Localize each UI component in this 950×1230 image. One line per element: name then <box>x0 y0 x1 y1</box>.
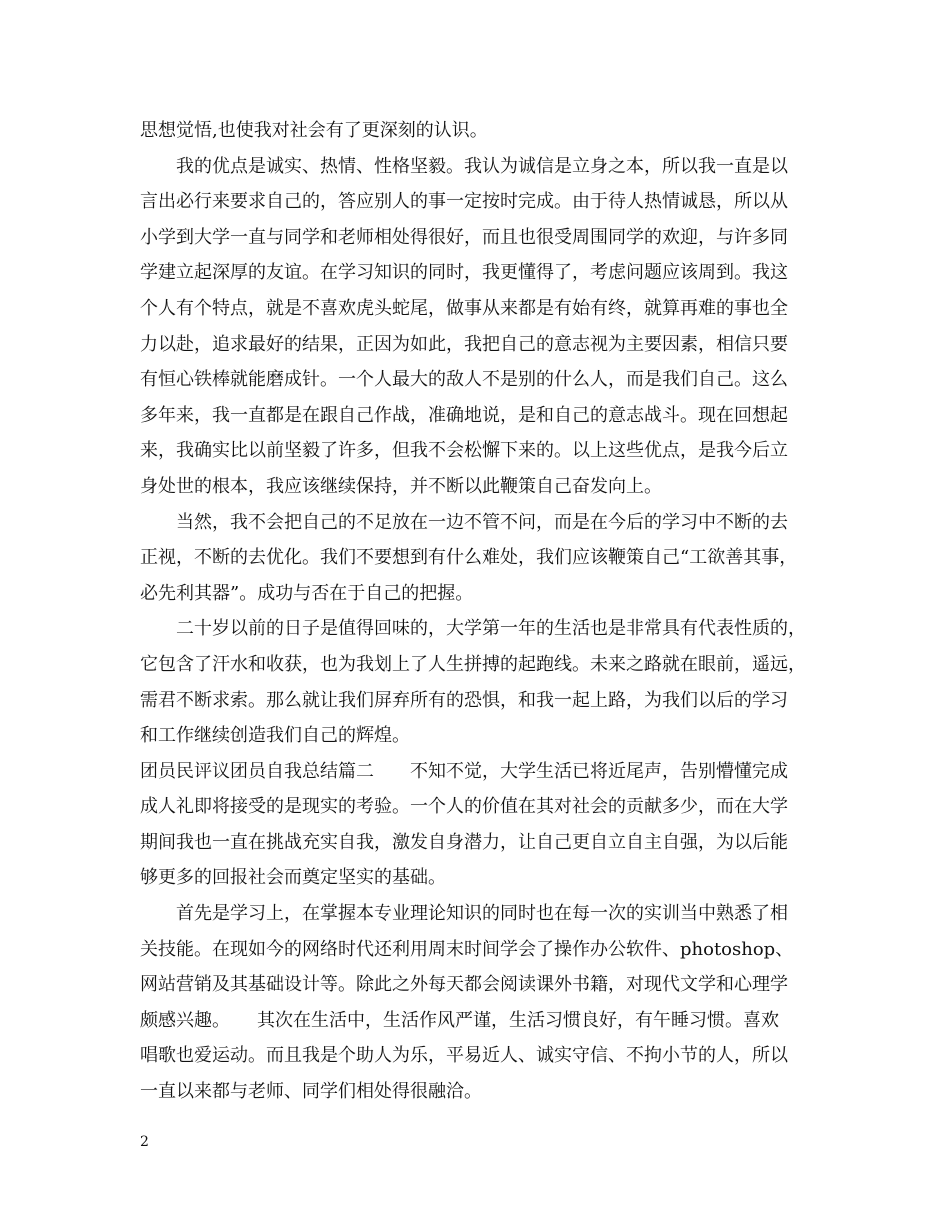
text-line: 团员民评议团员自我总结篇二 不知不觉，大学生活已将近尾声，告别懵懂完成 <box>140 760 788 782</box>
text-line: 思想觉悟,也使我对社会有了更深刻的认识。 <box>140 120 488 141</box>
text-line: 二十岁以前的日子是值得回味的，大学第一年的生活也是非常具有代表性质的， <box>176 618 806 640</box>
text-line: 首先是学习上，在掌握本专业理论知识的同时也在每一次的实训当中熟悉了相 <box>176 903 788 925</box>
text-line: 小学到大学一直与同学和老师相处得很好，而且也很受周围同学的欢迎，与许多同 <box>140 226 788 248</box>
text-line: 我的优点是诚实、热情、性格坚毅。我认为诚信是立身之本，所以我一直是以 <box>176 155 788 177</box>
text-line: 关技能。在现如今的网络时代还利用周末时间学会了操作办公软件、photoshop、 <box>140 938 794 960</box>
text-line: 唱歌也爱运动。而且我是个助人为乐，平易近人、诚实守信、不拘小节的人，所以 <box>140 1045 788 1067</box>
text-line: 期间我也一直在挑战充实自我，激发自身潜力，让自己更自立自主自强，为以后能 <box>140 831 788 853</box>
text-line: 多年来，我一直都是在跟自己作战，准确地说，是和自己的意志战斗。现在回想起 <box>140 404 788 426</box>
text-line: 够更多的回报社会而奠定坚实的基础。 <box>140 867 446 889</box>
text-line: 需君不断求索。那么就让我们屏弃所有的恐惧，和我一起上路，为我们以后的学习 <box>140 689 788 711</box>
text-line: 言出必行来要求自己的，答应别人的事一定按时完成。由于待人热情诚恳，所以从 <box>140 191 788 213</box>
text-line: 它包含了汗水和收获，也为我划上了人生拼搏的起跑线。未来之路就在眼前，遥远， <box>140 653 806 675</box>
page-number: 2 <box>140 1134 149 1150</box>
text-line: 网站营销及其基础设计等。除此之外每天都会阅读课外书籍，对现代文学和心理学 <box>140 974 788 996</box>
text-line: 个人有个特点，就是不喜欢虎头蛇尾，做事从来都是有始有终，就算再难的事也全 <box>140 297 788 319</box>
text-line: 成人礼即将接受的是现实的考验。一个人的价值在其对社会的贡献多少，而在大学 <box>140 796 788 818</box>
text-line: 有恒心铁棒就能磨成针。一个人最大的敌人不是别的什么人，而是我们自己。这么 <box>140 369 788 391</box>
text-line: 力以赴，追求最好的结果，正因为如此，我把自己的意志视为主要因素，相信只要 <box>140 333 788 355</box>
text-line: 当然，我不会把自己的不足放在一边不管不问，而是在今后的学习中不断的去 <box>176 511 788 533</box>
text-line: 身处世的根本，我应该继续保持，并不断以此鞭策自己奋发向上。 <box>140 475 662 497</box>
text-line: 必先利其器”。成功与否在于自己的把握。 <box>140 582 474 604</box>
text-line: 一直以来都与老师、同学们相处得很融洽。 <box>140 1081 482 1103</box>
text-line: 和工作继续创造我们自己的辉煌。 <box>140 725 410 747</box>
text-line: 正视，不断的去优化。我们不要想到有什么难处，我们应该鞭策自己“工欲善其事， <box>140 547 798 569</box>
text-line: 颇感兴趣。 其次在生活中，生活作风严谨，生活习惯良好，有午睡习惯。喜欢 <box>140 1009 779 1031</box>
document-body <box>140 113 815 1110</box>
text-line: 来，我确实比以前坚毅了许多，但我不会松懈下来的。以上这些优点，是我今后立 <box>140 440 788 462</box>
text-line: 学建立起深厚的友谊。在学习知识的同时，我更懂得了，考虑问题应该周到。我这 <box>140 262 788 284</box>
